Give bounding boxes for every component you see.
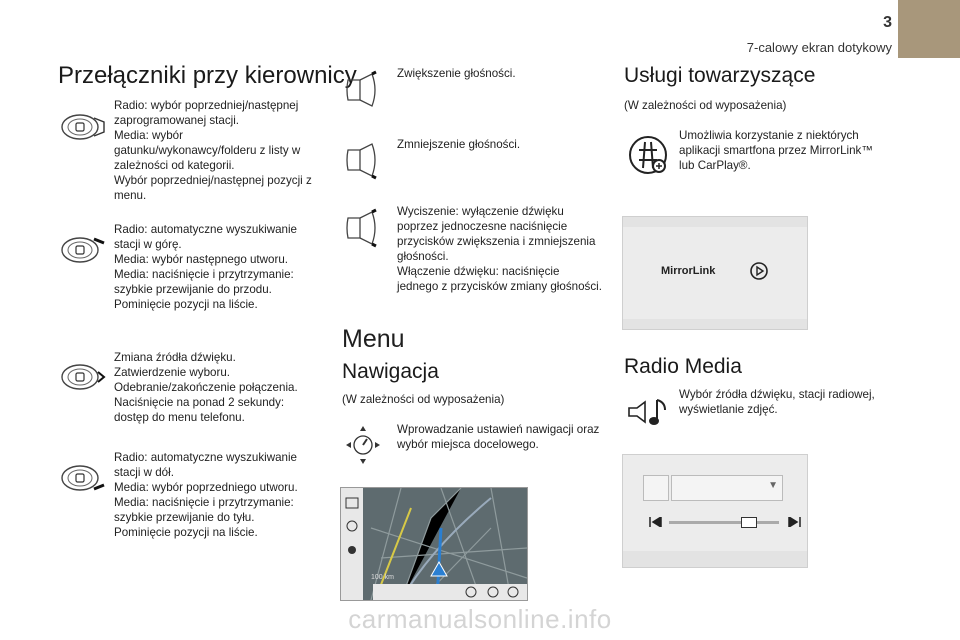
navigation-note: (W zależności od wyposażenia) [342,393,505,406]
section-title-steering: Przełączniki przy kierownicy [58,62,357,89]
radio-media-text: Wybór źródła dźwięku, stacji radiowej, wyświetlanie zdjęć. [679,388,875,416]
connected-apps-icon [627,134,669,176]
steering-switch-icon [60,235,106,265]
navigation-text: Wprowadzanie ustawień nawigacji oraz wybór miejsca docelowego. [397,423,600,451]
radio-media-screen [622,454,808,568]
source-select[interactable] [671,475,783,501]
navigation-arrows-icon [344,424,382,466]
volume-up-text: Zwiększenie głośności. [397,67,516,80]
music-note-icon [627,394,669,430]
chapter-tab [898,0,960,58]
services-title: Usługi towarzyszące [624,64,816,87]
steering-switch-icon [60,463,106,493]
steering-item-3-text: Zmiana źródła dźwięku. Zatwierdzenie wyboru. Odebranie/zakończenie połączenia. Naciśnięcie na ponad 2 sekundy: dostęp do menu telefonu. [114,351,298,424]
page-number: 3 [883,14,892,31]
chapter-title: 7-calowy ekran dotykowy [746,40,892,55]
steering-item-4-text: Radio: automatyczne wyszukiwanie stacji w dół. Media: wybór poprzedniego utworu. Media: naciśnięcie i przytrzymanie: szybkie przewijanie do tyłu. Pominięcie pozycji na liście. [114,451,298,539]
services-note: (W zależności od wyposażenia) [624,99,787,112]
steering-item-1-text: Radio: wybór poprzedniej/następnej zaprogramowanej stacji. Media: wybór gatunku/wykonawcy/folderu z listy w zależności od kategorii. Wybór poprzedniej/następnej pozycji z menu. [114,99,312,202]
radio-media-title: Radio Media [624,355,742,378]
navigation-title: Nawigacja [342,360,439,383]
steering-item-2-text: Radio: automatyczne wyszukiwanie stacji w górę. Media: wybór następnego utworu. Media: naciśnięcie i przytrzymanie: szybkie przewijanie do przodu. Pominięcie pozycji na liście. [114,223,298,311]
watermark: carmanualsonline.info [348,604,612,634]
steering-switch-icon [60,362,106,392]
mirrorlink-screen [622,216,808,330]
progress-track[interactable] [669,521,779,524]
navigation-map-screenshot [340,487,528,601]
progress-handle[interactable] [741,517,757,528]
map-scale-label: 100 km [371,574,394,581]
mute-buttons-icon [342,208,382,248]
volume-down-text: Zmniejszenie głośności. [397,138,521,151]
mirrorlink-label[interactable]: MirrorLink [661,265,716,277]
chevron-down-icon: ▼ [768,480,778,491]
station-thumb[interactable] [643,475,669,501]
menu-title: Menu [342,325,405,353]
volume-up-button-icon [342,70,382,110]
next-track-icon[interactable] [787,517,801,527]
play-circle-icon[interactable] [749,261,769,281]
volume-down-button-icon [342,140,382,180]
previous-track-icon[interactable] [649,517,663,527]
steering-switch-icon [60,112,106,142]
mute-text: Wyciszenie: wyłączenie dźwięku poprzez jednoczesne naciśnięcie przycisków zwiększenia i zmniejszenia głośności. Włączenie dźwięku: naciśnięcie jednego z przycisków zmiany głośności. [397,205,602,293]
services-text: Umożliwia korzystanie z niektórych aplikacji smartfona przez MirrorLink™ lub CarPlay®. [679,129,873,172]
